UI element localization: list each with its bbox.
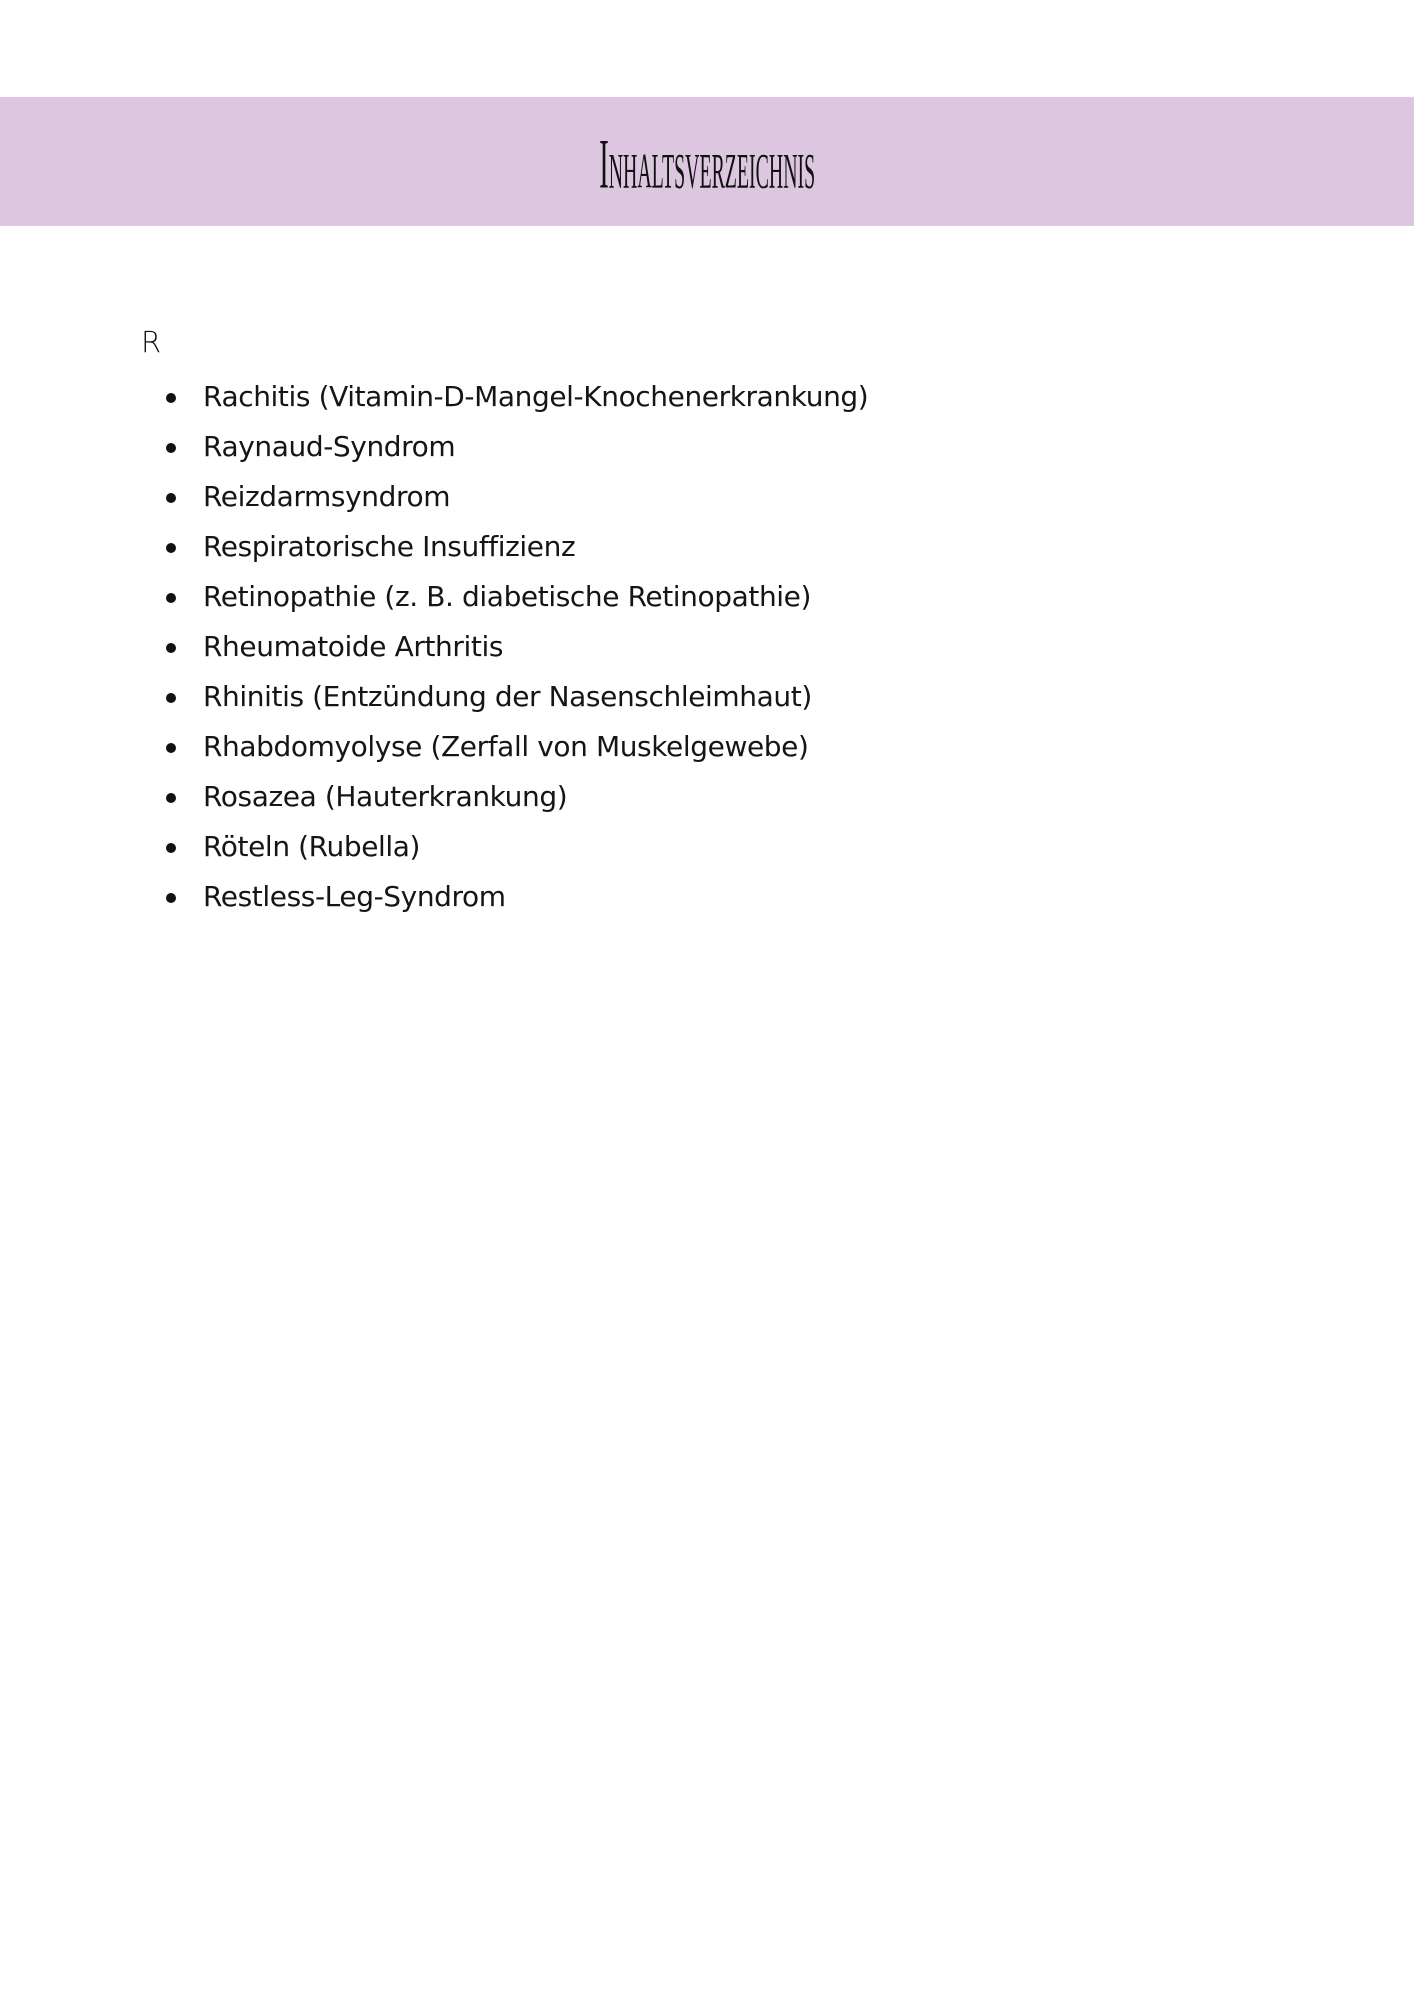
list-item-label: Rhabdomyolyse (Zerfall von Muskelgewebe): [203, 730, 809, 763]
bullet-icon: [166, 543, 176, 553]
bullet-icon: [166, 443, 176, 453]
entry-list: [160, 372, 868, 922]
title-band: [0, 97, 1414, 226]
list-item-label: Rachitis (Vitamin-D-Mangel-Knochenerkrankung): [203, 380, 869, 413]
list-item: [160, 572, 868, 622]
list-item: [160, 822, 868, 872]
list-item: [160, 472, 868, 522]
bullet-icon: [166, 593, 176, 603]
list-item-label: Respiratorische Insuffizienz: [203, 530, 576, 563]
bullet-icon: [166, 843, 176, 853]
bullet-icon: [166, 493, 176, 503]
bullet-icon: [166, 393, 176, 403]
list-item-label: Restless-Leg-Syndrom: [203, 880, 506, 913]
list-item: [160, 422, 868, 472]
list-item-label: Rosazea (Hauterkrankung): [203, 780, 568, 813]
page-title: Inhaltsverzeichnis: [599, 123, 815, 204]
list-item: [160, 522, 868, 572]
bullet-icon: [166, 793, 176, 803]
list-item: [160, 622, 868, 672]
bullet-icon: [166, 693, 176, 703]
list-item: [160, 672, 868, 722]
list-item-label: Retinopathie (z. B. diabetische Retinopathie): [203, 580, 812, 613]
list-item-label: Rhinitis (Entzündung der Nasenschleimhaut): [203, 680, 812, 713]
list-item-label: Rheumatoide Arthritis: [203, 630, 504, 663]
section-letter: R: [141, 325, 162, 359]
bullet-icon: [166, 893, 176, 903]
bullet-icon: [166, 743, 176, 753]
bullet-icon: [166, 643, 176, 653]
list-item-label: Reizdarmsyndrom: [203, 480, 451, 513]
list-item-label: Raynaud-Syndrom: [203, 430, 456, 463]
list-item: [160, 772, 868, 822]
list-item: [160, 872, 868, 922]
list-item: [160, 372, 868, 422]
list-item: [160, 722, 868, 772]
list-item-label: Röteln (Rubella): [203, 830, 421, 863]
